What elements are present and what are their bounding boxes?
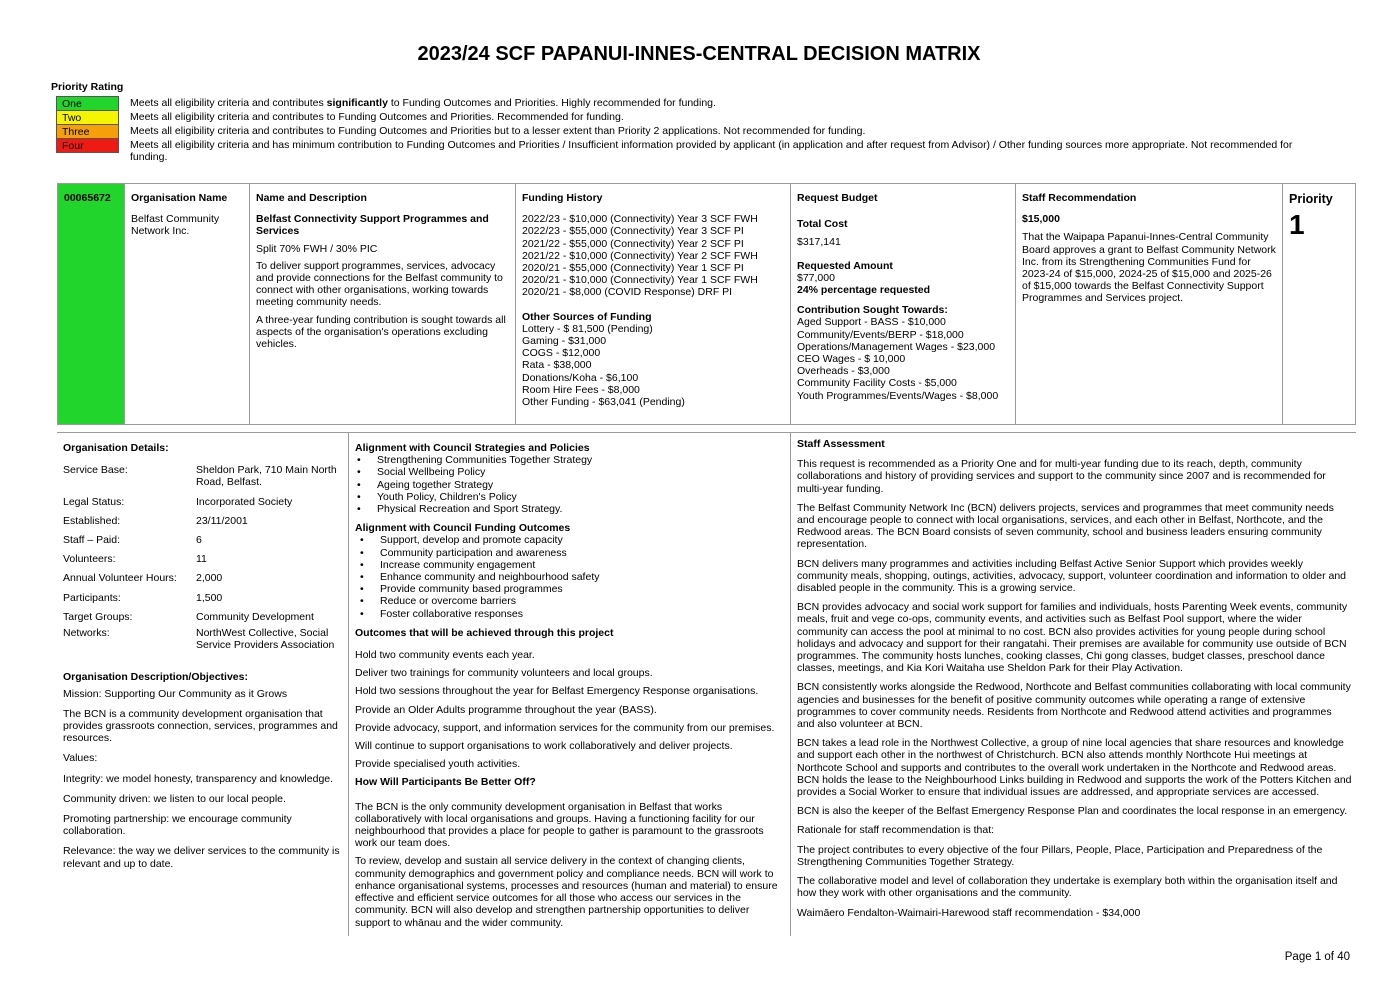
application-details <box>57 432 1356 935</box>
funding-history-column <box>516 184 791 424</box>
outcomes-achieved-heading: Outcomes that will be achieved through this project <box>355 626 614 639</box>
better-off-text: The BCN is the only community development organisation in Belfast that works collaboratively with local organisations and groups. Having a functioning facility for our neighbourhood that provides a place for people to gather is paramount to the grassroots work our team does. <box>355 800 764 850</box>
staff-recommendation-column <box>1016 184 1283 424</box>
organisation-details-heading: Organisation Details: <box>63 442 169 454</box>
priority-rating-legend <box>56 96 1316 163</box>
requested-amount-value: $77,000 <box>797 271 835 284</box>
funding-outcomes-heading: Alignment with Council Funding Outcomes <box>355 522 571 535</box>
priority-rating-row <box>56 124 1316 138</box>
list-item: • Social Wellbeing Policy <box>377 466 784 478</box>
detail-row: Participants: 1,500 <box>63 591 223 604</box>
organisation-description-text: Integrity: we model honesty, transparency and knowledge. <box>63 772 334 785</box>
detail-row: Staff – Paid: 6 <box>63 534 202 547</box>
assessment-paragraph: Waimāero Fendalton-Waimairi-Harewood staff recommendation - $34,000 <box>797 906 1141 919</box>
contribution-item: Operations/Management Wages - $23,000 <box>797 340 996 353</box>
priority-swatch-three: Three <box>56 124 119 138</box>
funding-split: Split 70% FWH / 30% PIC <box>256 242 378 255</box>
column-heading: Funding History <box>522 192 603 204</box>
column-heading: Request Budget <box>797 192 878 204</box>
detail-row: Annual Volunteer Hours: 2,000 <box>63 572 223 585</box>
page-title: 2023/24 SCF PAPANUI-INNES-CENTRAL DECISION MATRIX <box>417 43 981 65</box>
application-id: 00065672 <box>58 184 125 424</box>
project-description: A three-year funding contribution is sought towards all aspects of the organisation's operations excluding vehicles. <box>256 313 506 351</box>
list-item: • Enhance community and neighbourhood safety <box>380 571 784 583</box>
detail-row: Target Groups: Community Development <box>63 610 314 623</box>
list-item: • Strengthening Communities Together Strategy <box>377 454 784 466</box>
assessment-paragraph: BCN consistently works alongside the Redwood, Northcote and Belfast communities collaborating with local community agencies and businesses for the benefit of positive community outcomes while operating a range of extensive programmes to cover community needs. Residents from Northcote and Redwood attend activities and programmes and also volunteer at BCN. <box>797 681 1351 731</box>
application-summary <box>57 183 1356 425</box>
name-description-column <box>250 184 516 424</box>
strategies-heading: Alignment with Council Strategies and Policies <box>355 442 590 454</box>
organisation-description-text: Values: <box>63 752 98 765</box>
funding-history-item: 2022/23 - $10,000 (Connectivity) Year 3 SCF FWH <box>522 213 758 226</box>
list-item: • Foster collaborative responses <box>380 608 784 620</box>
outcome-item: Provide advocacy, support, and information services for the community from our premises. <box>355 721 775 734</box>
better-off-text: To review, develop and sustain all service delivery in the context of changing clients, community demographics and government policy and compliance needs. BCN will work to enhance organisational systems, processes and resources (human and material) to ensure effective and efficient service outcomes for all those who access our services in the community. BCN will also develop and strengthen partnership opportunities to deliver support to whānau and the wider community. <box>355 855 778 929</box>
assessment-paragraph: This request is recommended as a Priority One and for multi-year funding due to its reach, depth, community collaborations and history of providing services and support to the community since 2007 and is recommended for multi-year funding. <box>797 458 1326 495</box>
list-item: • Support, develop and promote capacity <box>380 534 784 546</box>
contribution-item: Overheads - $3,000 <box>797 365 890 378</box>
priority-description: Meets all eligibility criteria and contributes to Funding Outcomes and Priorities. Recommended for funding. <box>130 111 624 123</box>
project-name: Belfast Connectivity Support Programmes and Services <box>256 213 489 238</box>
organisation-description-heading: Organisation Description/Objectives: <box>63 671 248 684</box>
funding-history-item: 2021/22 - $10,000 (Connectivity) Year 2 SCF FWH <box>522 249 758 262</box>
project-description: To deliver support programmes, services, advocacy and provide connections for the Belfast community to connect with other organisations, working towards meeting community needs. <box>256 259 503 309</box>
staff-assessment-column <box>790 433 1356 936</box>
staff-assessment-heading: Staff Assessment <box>797 438 885 450</box>
funding-history-item: 2020/21 - $55,000 (Connectivity) Year 1 SCF PI <box>522 262 744 275</box>
other-funding-item: Lottery - $ 81,500 (Pending) <box>522 322 653 335</box>
list-item: • Ageing together Strategy <box>377 479 784 491</box>
priority-column <box>1283 184 1355 424</box>
requested-amount-label: Requested Amount <box>797 259 893 272</box>
organisation-description-text: Promoting partnership: we encourage community collaboration. <box>63 813 292 838</box>
contribution-heading: Contribution Sought Towards: <box>797 304 948 317</box>
assessment-paragraph: The collaborative model and level of collaboration they undertake is exemplary both within the organisation itself and how they work with other organisations and the community. <box>797 875 1338 900</box>
column-heading: Staff Recommendation <box>1022 192 1137 204</box>
column-heading: Name and Description <box>256 192 367 204</box>
organisation-description-text: Community driven: we listen to our local people. <box>63 792 286 805</box>
assessment-paragraph: BCN is also the keeper of the Belfast Emergency Response Plan and coordinates the local response in an emergency. <box>797 805 1348 818</box>
recommended-amount: $15,000 <box>1022 213 1060 226</box>
contribution-item: Aged Support - BASS - $10,000 <box>797 316 946 329</box>
list-item: • Community participation and awareness <box>380 547 784 559</box>
funding-outcomes-list <box>355 534 784 619</box>
alignment-column <box>348 433 790 936</box>
priority-description: Meets all eligibility criteria and contributes significantly to Funding Outcomes and Priorities. Highly recommended for funding. <box>130 97 716 109</box>
organisation-description-text: Mission: Supporting Our Community as it Grows <box>63 687 288 700</box>
assessment-paragraph: The Belfast Community Network Inc (BCN) delivers projects, services and programmes that meet community needs and encourage people to connect with local organisations, services, and each other in Belfast, Northcote, and the Redwood areas. The BCN Board consists of seven community, school and business leaders ensuring community representation. <box>797 501 1334 551</box>
list-item: • Reduce or overcome barriers <box>380 595 784 607</box>
total-cost-label: Total Cost <box>797 218 848 231</box>
organisation-description-text: The BCN is a community development organisation that provides grassroots connection, services, programmes and resources. <box>63 707 338 745</box>
detail-row: Volunteers: 11 <box>63 553 207 566</box>
other-funding-item: Rata - $38,000 <box>522 359 592 372</box>
organisation-name-column <box>125 184 250 424</box>
request-budget-column <box>791 184 1016 424</box>
priority-rating-row <box>56 110 1316 124</box>
priority-description: Meets all eligibility criteria and has minimum contribution to Funding Outcomes and Priorities / Insufficient information provided by applicant (in application and after request from Advisor) / Other funding sources more appropriate. Not recommended for funding. <box>130 139 1293 163</box>
assessment-paragraph: Rationale for staff recommendation is that: <box>797 824 995 837</box>
other-funding-heading: Other Sources of Funding <box>522 310 652 323</box>
funding-history-item: 2021/22 - $55,000 (Connectivity) Year 2 SCF PI <box>522 237 744 250</box>
page-number: Page 1 of 40 <box>1284 951 1350 963</box>
other-funding-item: COGS - $12,000 <box>522 347 601 360</box>
priority-heading: Priority <box>1289 192 1333 206</box>
detail-row: Networks: NorthWest Collective, Social Service Providers Association <box>63 627 335 652</box>
organisation-details-column <box>57 433 348 936</box>
outcome-item: Hold two community events each year. <box>355 649 535 662</box>
priority-value: 1 <box>1289 209 1305 240</box>
strategies-list <box>355 454 784 515</box>
contribution-item: Community Facility Costs - $5,000 <box>797 377 957 390</box>
list-item: • Increase community engagement <box>380 559 784 571</box>
other-funding-item: Donations/Koha - $6,100 <box>522 371 639 384</box>
detail-row: Established: 23/11/2001 <box>63 514 248 527</box>
other-funding-item: Other Funding - $63,041 (Pending) <box>522 396 685 409</box>
outcome-item: Hold two sessions throughout the year for Belfast Emergency Response organisations. <box>355 685 759 698</box>
better-off-heading: How Will Participants Be Better Off? <box>355 776 536 789</box>
assessment-paragraph: BCN provides advocacy and social work support for families and individuals, hosts Parenting Week events, community meals, fruit and vege co-ops, community events, and activities such as Belfast Pool support, where the wider community can access the pool at minimal to no cost. BCN also provides activities for young people during school holidays and advocacy and support for their rangatahi. Their premises are available for community use outside of BCN programmes. The community hosts lunches, cooking classes, Chi gong classes, budget classes, preschool dance classes, meetings, and Kia Kori Waitaha use Sheldon Park for their Play Activation. <box>797 601 1348 675</box>
list-item: • Provide community based programmes <box>380 583 784 595</box>
recommendation-text: That the Waipapa Papanui-Innes-Central Community Board approves a grant to Belfast Community Network Inc. from its Strengthening Communities Fund for 2023-24 of $15,000, 2024-25 of $15,000 and 2025-26 of $15,000 towards the Belfast Connectivity Support Programmes and Services project. <box>1022 231 1276 305</box>
list-item: • Youth Policy, Children's Policy <box>377 491 784 503</box>
priority-rating-row <box>56 96 1316 110</box>
assessment-paragraph: BCN takes a lead role in the Northwest Collective, a group of nine local agencies that share resources and knowledge and support each other in the northwest of Christchurch. BCN also attends monthly Northcote Hui meetings at Northcote School and supports and contributes to the overall work undertaken in the Northcote and Redwood areas. BCN holds the lease to the Neighbourhood Links building in Redwood and supports the work of the Potters Kitchen and provides a Social Worker to ensure that individual issues are addressed, and appropriate services are accessed. <box>797 737 1352 799</box>
list-item: • Physical Recreation and Sport Strategy. <box>377 503 784 515</box>
funding-history-item: 2020/21 - $10,000 (Connectivity) Year 1 SCF FWH <box>522 274 758 287</box>
contribution-item: Community/Events/BERP - $18,000 <box>797 328 964 341</box>
contribution-item: Youth Programmes/Events/Wages - $8,000 <box>797 389 999 402</box>
percentage-requested: 24% percentage requested <box>797 284 931 297</box>
priority-description: Meets all eligibility criteria and contributes to Funding Outcomes and Priorities but to a lesser extent than Priority 2 applications. Not recommended for funding. <box>130 125 866 137</box>
assessment-paragraph: BCN delivers many programmes and activities including Belfast Active Senior Support which provides weekly community meals, shopping, outings, activities, advocacy, support, volunteer coordination and information to older and disabled people in the community. This is a growing service. <box>797 557 1347 595</box>
priority-swatch-two: Two <box>56 110 119 124</box>
contribution-item: CEO Wages - $ 10,000 <box>797 353 906 366</box>
priority-swatch-one: One <box>56 96 119 110</box>
priority-rating-row <box>56 138 1316 163</box>
detail-row: Service Base: Sheldon Park, 710 Main North Road, Belfast. <box>63 464 337 489</box>
funding-history-item: 2020/21 - $8,000 (COVID Response) DRF PI <box>522 286 733 299</box>
organisation-description-text: Relevance: the way we deliver services to the community is relevant and up to date. <box>63 845 340 870</box>
priority-swatch-four: Four <box>56 138 119 153</box>
outcome-item: Will continue to support organisations to work collaboratively and deliver projects. <box>355 740 733 753</box>
outcome-item: Provide an Older Adults programme throughout the year (BASS). <box>355 703 657 716</box>
other-funding-item: Gaming - $31,000 <box>522 335 607 348</box>
funding-history-item: 2022/23 - $55,000 (Connectivity) Year 3 SCF PI <box>522 225 744 238</box>
assessment-paragraph: The project contributes to every objective of the four Pillars, People, Place, Participation and Preparedness of the Strengthening Communities Together Strategy. <box>797 843 1323 868</box>
column-heading: Organisation Name <box>131 192 228 204</box>
total-cost-value: $317,141 <box>797 236 841 249</box>
outcome-item: Provide specialised youth activities. <box>355 758 521 771</box>
detail-row: Legal Status: Incorporated Society <box>63 495 293 508</box>
outcome-item: Deliver two trainings for community volunteers and local groups. <box>355 667 653 680</box>
other-funding-item: Room Hire Fees - $8,000 <box>522 383 640 396</box>
priority-rating-heading: Priority Rating <box>51 81 124 93</box>
organisation-name: Belfast Community Network Inc. <box>131 213 220 238</box>
